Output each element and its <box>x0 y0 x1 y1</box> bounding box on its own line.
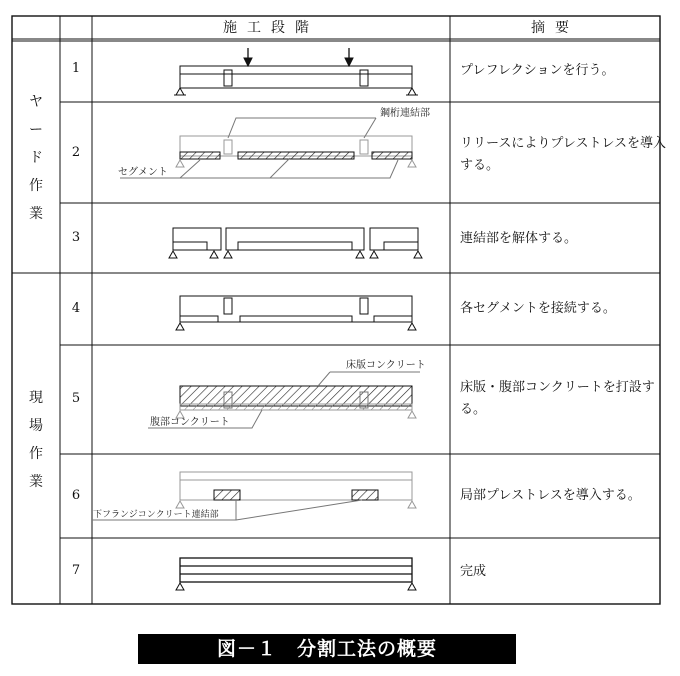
group-site-char: 業 <box>29 474 43 490</box>
stage-3-diagram <box>169 228 422 258</box>
row-number: 3 <box>71 230 81 245</box>
segment-label: セグメント <box>118 167 168 178</box>
row-description: 連結部を解体する。 <box>460 231 578 246</box>
row-number: 2 <box>71 145 81 160</box>
web-concrete-label: 腹部コンクリート <box>150 417 230 428</box>
row-description: 完成 <box>460 564 487 579</box>
group-yard-char: ド <box>29 150 43 166</box>
stage-4-diagram <box>176 296 416 330</box>
group-site-char: 作 <box>29 446 43 462</box>
stage-1-diagram <box>174 48 418 95</box>
row-description: リリースによりプレストレスを導入する。 <box>460 136 667 173</box>
row-description: 床版・腹部コンクリートを打設する。 <box>460 380 655 417</box>
group-yard-char: ヤ <box>29 94 43 110</box>
stage-7-diagram <box>176 558 416 590</box>
figure-caption: 図－１ 分割工法の概要 <box>138 634 516 664</box>
group-yard-char: 業 <box>29 206 43 222</box>
row-description: 各セグメントを接続する。 <box>460 301 616 316</box>
row-number: 6 <box>71 488 81 503</box>
row-description: プレフレクションを行う。 <box>460 63 615 78</box>
header-stage: 施工段階 <box>223 20 319 36</box>
row-number: 1 <box>71 61 81 76</box>
header-summary: 摘要 <box>531 20 579 36</box>
group-yard-work <box>12 88 60 228</box>
group-yard-char: ー <box>29 122 43 138</box>
group-site-work <box>12 384 60 496</box>
deck-concrete-label: 床版コンクリート <box>346 360 426 371</box>
group-site-char: 場 <box>29 418 43 434</box>
group-site-char: 現 <box>29 390 43 406</box>
row-description: 局部プレストレスを導入する。 <box>460 488 641 503</box>
flange-joint-label: 下フランジコンクリート連結部 <box>93 510 219 520</box>
row-number: 7 <box>71 563 81 578</box>
steel-joint-label: 鋼桁連結部 <box>380 108 430 119</box>
group-yard-char: 作 <box>29 178 43 194</box>
row-number: 5 <box>71 391 81 406</box>
row-number: 4 <box>71 301 81 316</box>
